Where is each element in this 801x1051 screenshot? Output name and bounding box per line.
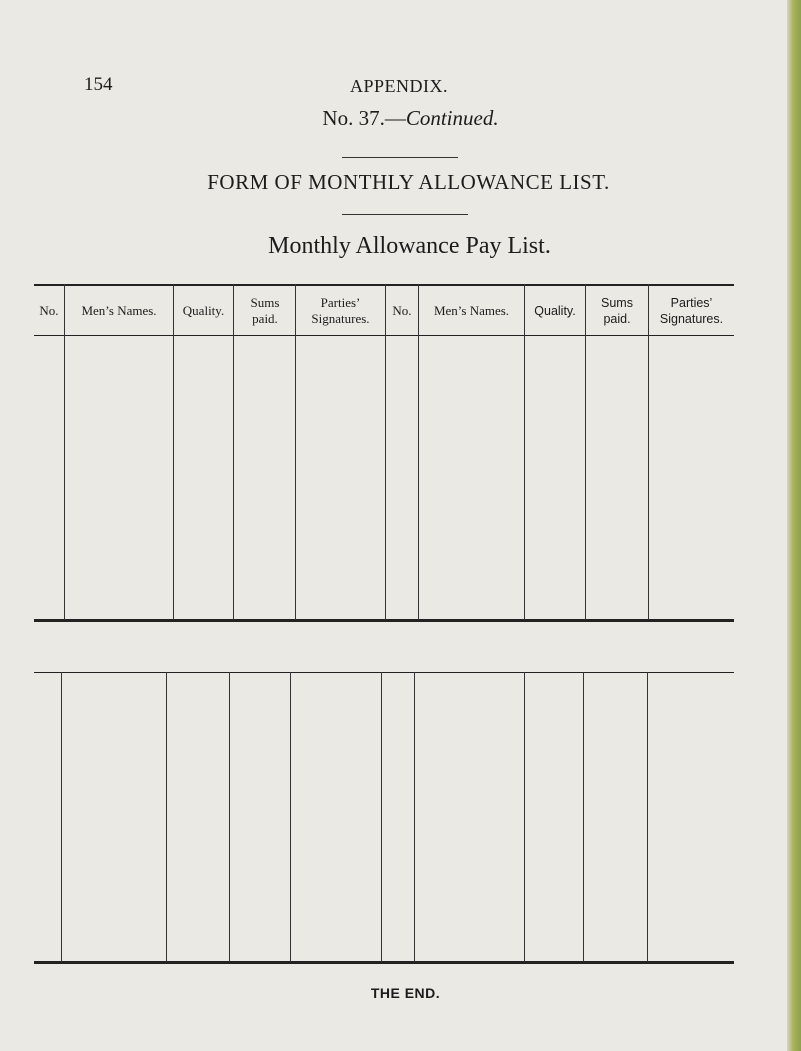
header-no: No. [392,302,412,318]
header-sums-paid: Sums paid. [250,294,280,326]
column-divider [166,672,167,962]
column-divider [414,672,415,962]
divider-rule [342,214,468,215]
header-no: No. [39,302,59,318]
form-number-label: No. 37.— [322,106,406,130]
page-number: 154 [84,74,113,95]
column-divider [381,672,382,962]
list-title: Monthly Allowance Pay List. [268,233,551,259]
table-top-rule [34,672,734,673]
header-parties-signatures: Parties’ Signatures. [659,295,724,326]
header-sums-paid: Sums paid. [601,295,633,326]
header-quality: Quality. [534,303,576,318]
header-parties-signatures: Parties’ Signatures. [311,294,370,326]
column-divider [524,672,525,962]
allowance-table-lower [34,672,734,964]
form-continued: Continued. [405,106,499,130]
page-edge [787,0,801,1051]
column-divider [229,672,230,962]
column-divider [585,284,586,620]
header-mens-names: Men’s Names. [433,302,510,318]
allowance-table-upper [34,284,734,622]
column-divider [233,284,234,620]
form-title: FORM OF MONTHLY ALLOWANCE LIST. [207,170,610,194]
divider-rule [342,157,458,158]
column-divider [61,672,62,962]
column-divider [647,672,648,962]
header-quality: Quality. [182,302,225,318]
column-divider [583,672,584,962]
the-end: THE END. [370,985,441,1001]
table-bottom-rule [34,961,734,964]
running-head: APPENDIX. [350,76,449,96]
column-divider [290,672,291,962]
form-number [0,106,801,131]
header-mens-names: Men’s Names. [81,302,157,318]
table-bottom-rule [34,619,734,622]
header-rule [34,335,734,336]
